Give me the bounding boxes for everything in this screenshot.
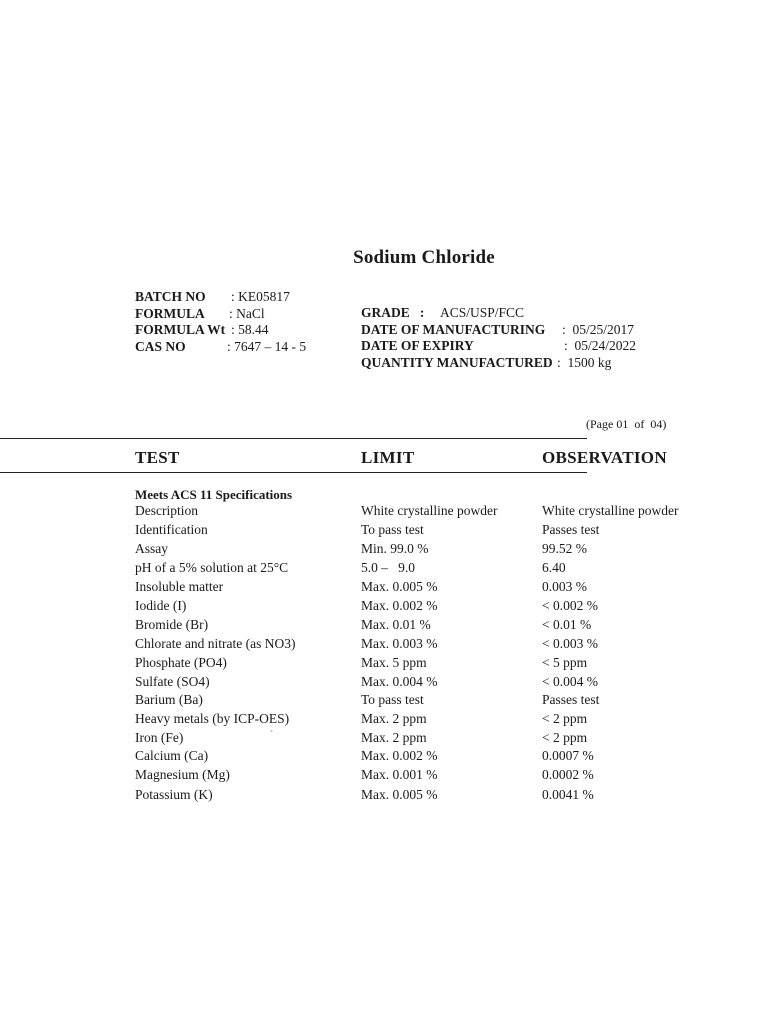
test-cell: Iron (Fe) bbox=[135, 730, 184, 745]
table-row bbox=[0, 617, 768, 636]
table-row bbox=[0, 636, 768, 655]
table-row bbox=[0, 711, 768, 730]
observation-cell: < 5 ppm bbox=[542, 655, 588, 670]
limit-cell: Max. 0.001 % bbox=[361, 767, 438, 782]
observation-cell: Passes test bbox=[542, 692, 600, 707]
table-row bbox=[0, 748, 768, 767]
section-title: Meets ACS 11 Specifications bbox=[135, 487, 293, 502]
quantity-label: QUANTITY MANUFACTURED bbox=[361, 354, 553, 370]
observation-cell: Passes test bbox=[542, 522, 600, 537]
observation-cell: 0.0002 % bbox=[542, 767, 594, 782]
observation-cell: 99.52 % bbox=[542, 541, 587, 556]
formula-label: FORMULA bbox=[135, 305, 205, 321]
limit-cell: Max. 2 ppm bbox=[361, 711, 427, 726]
formula-wt-label: FORMULA Wt bbox=[135, 322, 226, 337]
grade-label: GRADE : bbox=[361, 305, 425, 320]
test-cell: Insoluble matter bbox=[135, 579, 224, 594]
limit-cell: To pass test bbox=[361, 522, 424, 537]
observation-cell: 0.003 % bbox=[542, 579, 587, 594]
stray-mark: ` bbox=[270, 730, 274, 741]
limit-cell: White crystalline powder bbox=[361, 503, 498, 518]
observation-cell: < 0.002 % bbox=[542, 598, 598, 613]
limit-cell: Max. 0.002 % bbox=[361, 598, 438, 613]
table-row bbox=[0, 692, 768, 711]
limit-cell: Max. 0.002 % bbox=[361, 748, 438, 763]
column-header-test: TEST bbox=[135, 448, 180, 467]
table-row bbox=[0, 598, 768, 617]
quantity-value: : 1500 kg bbox=[557, 354, 612, 370]
limit-cell: To pass test bbox=[361, 692, 424, 707]
formula-value: : NaCl bbox=[229, 305, 265, 321]
column-header-observation: OBSERVATION bbox=[542, 448, 667, 467]
test-cell: Phosphate (PO4) bbox=[135, 655, 227, 670]
observation-cell: < 0.01 % bbox=[542, 617, 592, 632]
test-cell: Heavy metals (by ICP-OES) bbox=[135, 711, 290, 726]
table-row bbox=[0, 522, 768, 541]
observation-cell: 0.0007 % bbox=[542, 748, 594, 763]
observation-cell: < 0.003 % bbox=[542, 636, 598, 651]
page-indicator: (Page 01 of 04) bbox=[586, 417, 667, 431]
observation-cell: 6.40 bbox=[542, 560, 566, 575]
formula-wt-value: : 58.44 bbox=[231, 322, 269, 337]
test-cell: Barium (Ba) bbox=[135, 692, 203, 707]
test-cell: Bromide (Br) bbox=[135, 617, 209, 632]
limit-cell: Max. 2 ppm bbox=[361, 730, 427, 745]
test-cell: Calcium (Ca) bbox=[135, 748, 209, 763]
test-cell: Magnesium (Mg) bbox=[135, 767, 230, 782]
observation-cell: < 0.004 % bbox=[542, 674, 598, 689]
expiry-date-value: : 05/24/2022 bbox=[564, 338, 637, 353]
expiry-date-label: DATE OF EXPIRY bbox=[361, 338, 474, 353]
test-cell: Description bbox=[135, 503, 198, 518]
table-top-rule bbox=[0, 438, 587, 439]
test-cell: Potassium (K) bbox=[135, 787, 213, 802]
table-row bbox=[0, 579, 768, 598]
table-row bbox=[0, 503, 768, 522]
document-title: Sodium Chloride bbox=[353, 247, 495, 268]
limit-cell: Max. 0.003 % bbox=[361, 636, 438, 651]
table-row bbox=[0, 730, 768, 749]
table-row bbox=[0, 655, 768, 674]
manufacturing-date-value: : 05/25/2017 bbox=[562, 321, 635, 337]
batch-no-label: BATCH NO bbox=[135, 289, 206, 304]
test-cell: Chlorate and nitrate (as NO3) bbox=[135, 636, 296, 651]
cas-no-value: : 7647 – 14 - 5 bbox=[227, 338, 307, 354]
limit-cell: Max. 5 ppm bbox=[361, 655, 427, 670]
table-row bbox=[0, 674, 768, 693]
table-row bbox=[0, 787, 768, 806]
cas-no-label: CAS NO bbox=[135, 338, 186, 354]
test-cell: Assay bbox=[135, 541, 168, 556]
table-row bbox=[0, 767, 768, 786]
table-header-rule bbox=[0, 472, 587, 473]
limit-cell: Max. 0.004 % bbox=[361, 674, 438, 689]
manufacturing-date-label: DATE OF MANUFACTURING bbox=[361, 321, 546, 337]
table-row bbox=[0, 541, 768, 560]
column-header-limit: LIMIT bbox=[361, 448, 415, 467]
table-row bbox=[0, 560, 768, 579]
observation-cell: White crystalline powder bbox=[542, 503, 679, 518]
observation-cell: < 2 ppm bbox=[542, 711, 588, 726]
limit-cell: 5.0 – 9.0 bbox=[361, 560, 415, 575]
observation-cell: 0.0041 % bbox=[542, 787, 594, 802]
limit-cell: Max. 0.005 % bbox=[361, 579, 438, 594]
batch-no-value: : KE05817 bbox=[231, 289, 290, 304]
observation-cell: < 2 ppm bbox=[542, 730, 588, 745]
limit-cell: Min. 99.0 % bbox=[361, 541, 429, 556]
grade-value: ACS/USP/FCC bbox=[440, 305, 525, 320]
test-cell: Identification bbox=[135, 522, 208, 537]
limit-cell: Max. 0.01 % bbox=[361, 617, 431, 632]
limit-cell: Max. 0.005 % bbox=[361, 787, 438, 802]
test-cell: pH of a 5% solution at 25°C bbox=[135, 560, 289, 575]
test-cell: Iodide (I) bbox=[135, 598, 187, 613]
test-cell: Sulfate (SO4) bbox=[135, 674, 210, 689]
